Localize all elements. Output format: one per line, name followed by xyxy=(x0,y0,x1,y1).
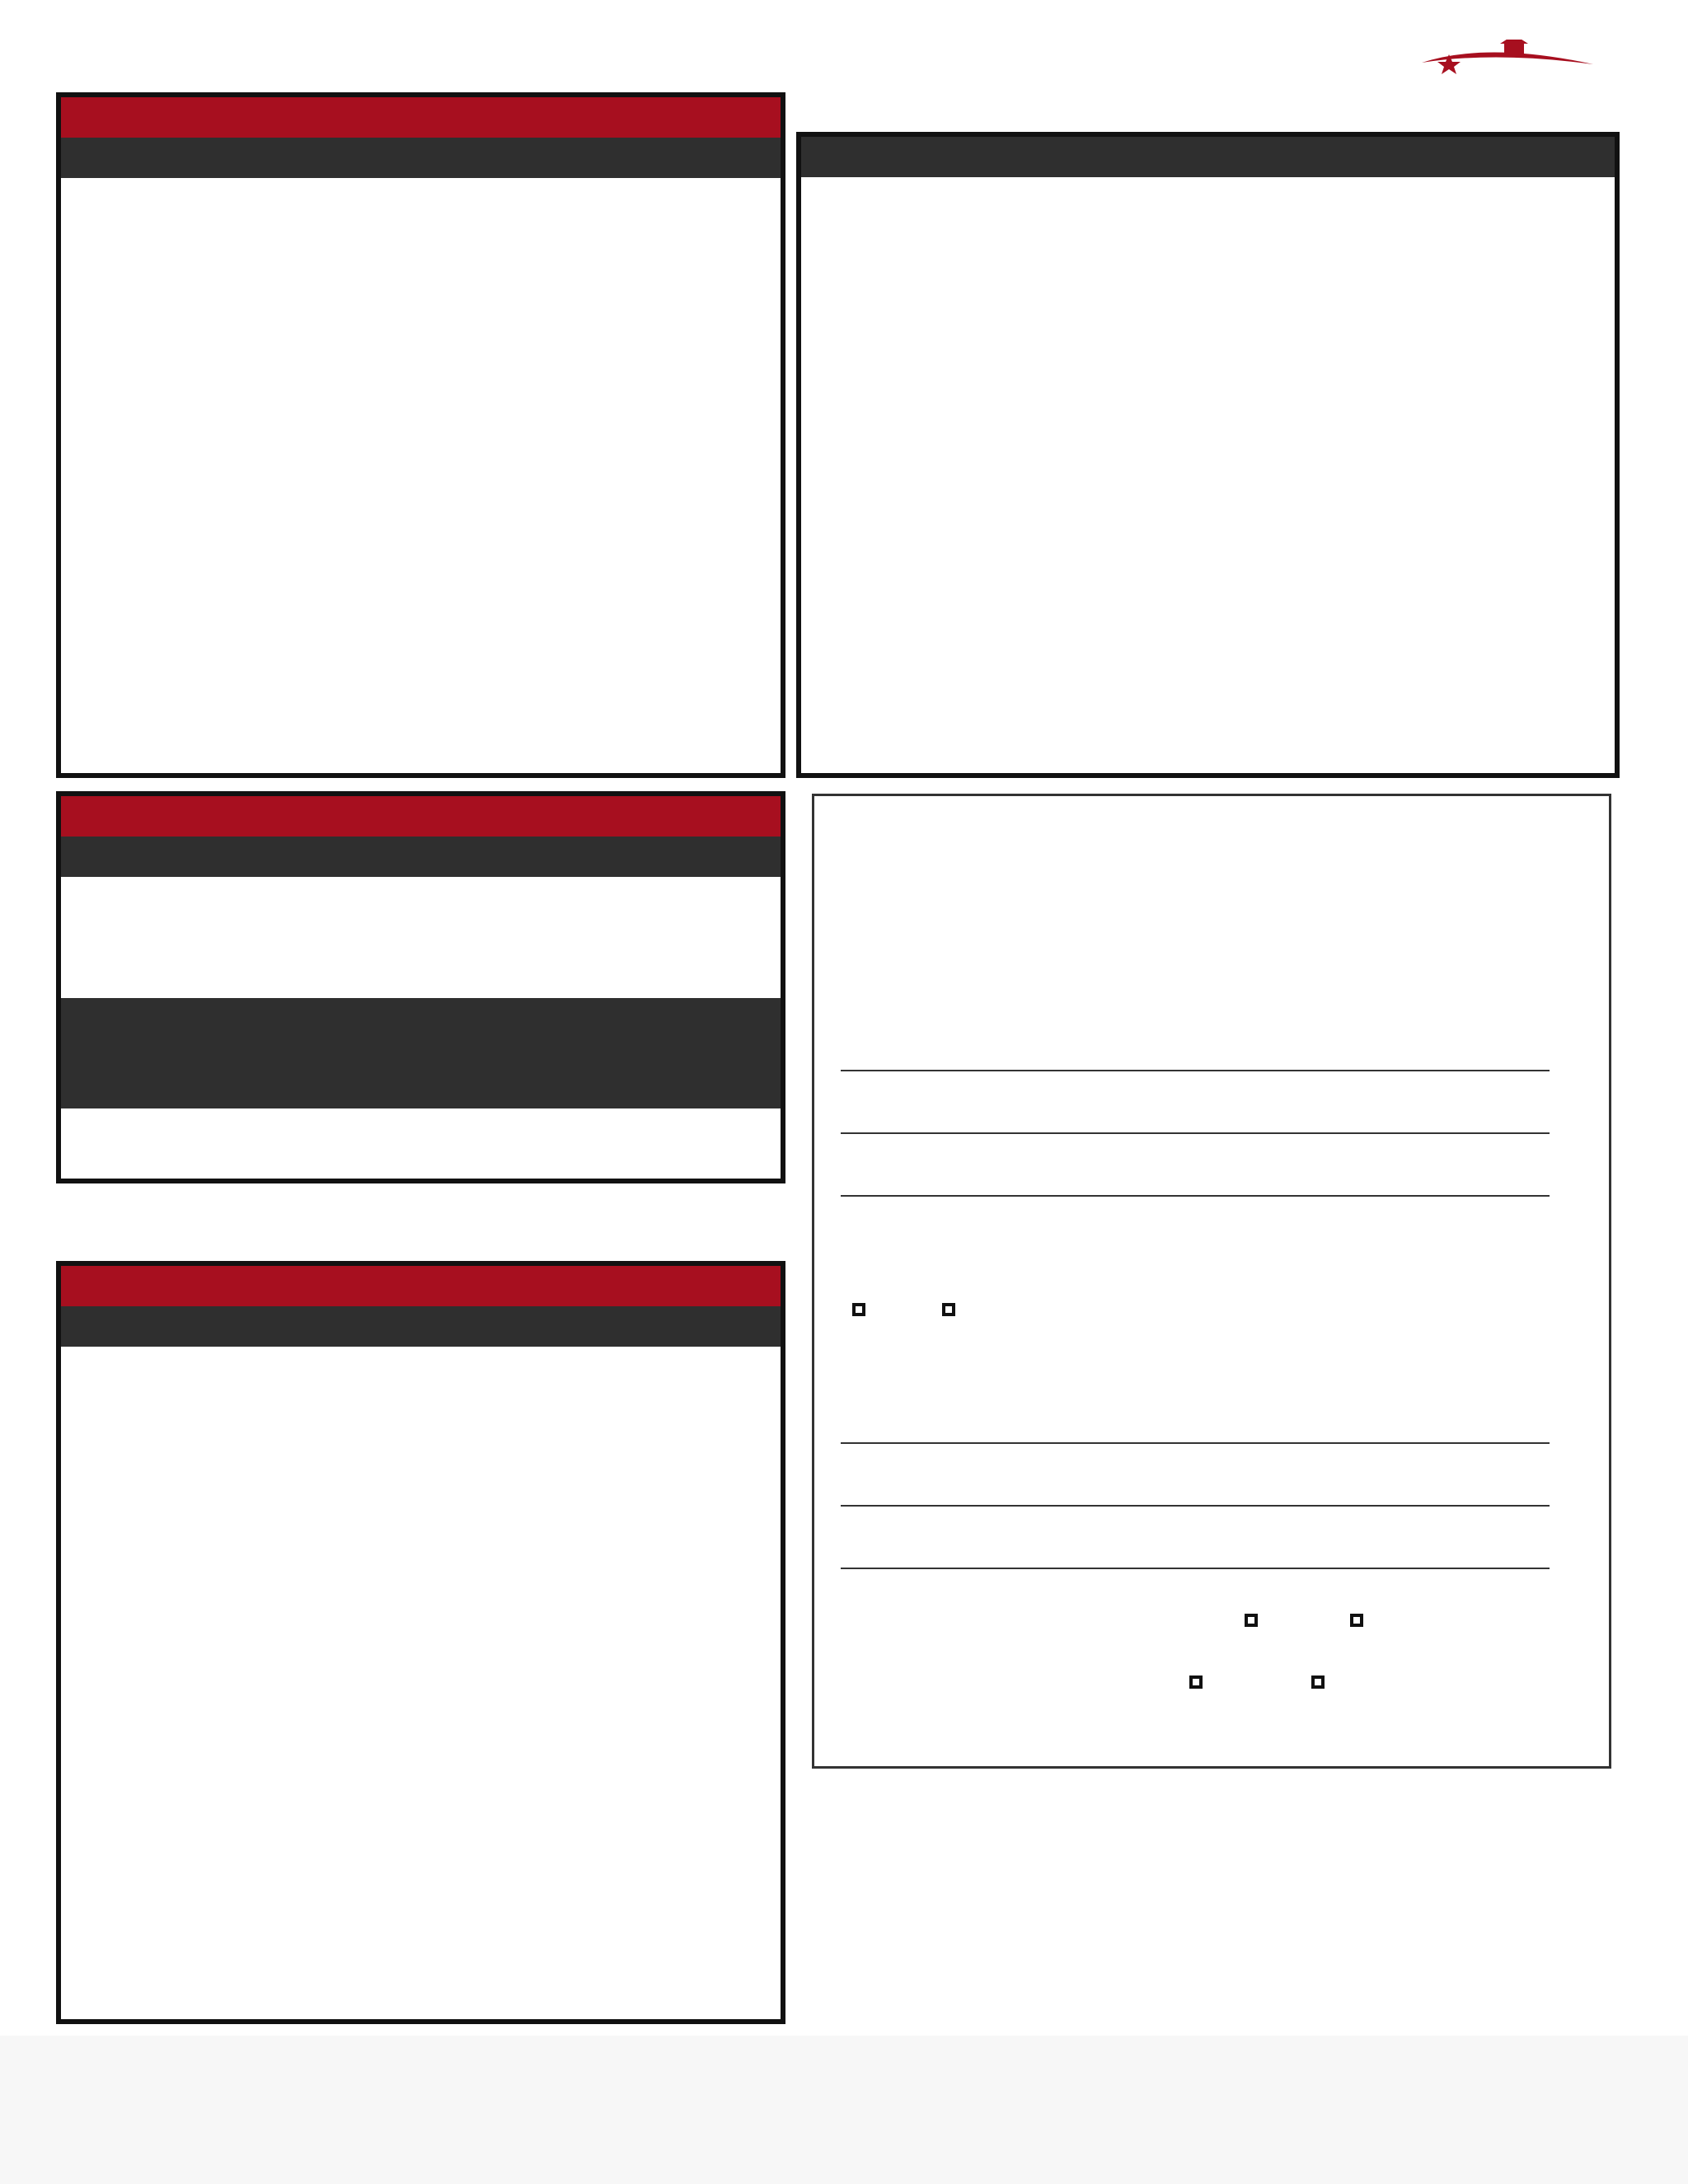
footer-band xyxy=(0,2036,1688,2184)
income-overview-table xyxy=(56,791,785,1183)
phone-checkbox[interactable] xyxy=(1189,1675,1203,1689)
nationstar-logo xyxy=(1372,40,1628,122)
answer-line[interactable] xyxy=(841,1505,1550,1507)
down-payment-no-checkbox[interactable] xyxy=(942,1303,955,1316)
answer-line[interactable] xyxy=(841,1442,1550,1444)
borrower-header xyxy=(61,138,781,178)
income-overview-header xyxy=(61,796,781,837)
income-column-header xyxy=(61,837,781,877)
email-checkbox[interactable] xyxy=(1311,1675,1325,1689)
expense-overview-table xyxy=(56,1261,785,2024)
financial-overview-header xyxy=(61,97,781,138)
property-information-header xyxy=(801,137,1615,177)
answer-line[interactable] xyxy=(841,1132,1550,1134)
down-payment-yes-checkbox[interactable] xyxy=(852,1303,865,1316)
additional-income-header xyxy=(61,998,781,1108)
answer-line[interactable] xyxy=(841,1568,1550,1569)
answer-line[interactable] xyxy=(841,1070,1550,1071)
answer-line[interactable] xyxy=(841,1195,1550,1197)
property-information-table xyxy=(796,132,1620,778)
pm-checkbox[interactable] xyxy=(1350,1614,1363,1627)
hardship-box xyxy=(812,794,1611,1769)
financial-overview-table xyxy=(56,92,785,778)
house-roof-icon xyxy=(1372,40,1628,122)
am-checkbox[interactable] xyxy=(1245,1614,1258,1627)
expense-overview-header xyxy=(61,1266,781,1306)
expense-column-header xyxy=(61,1306,781,1347)
